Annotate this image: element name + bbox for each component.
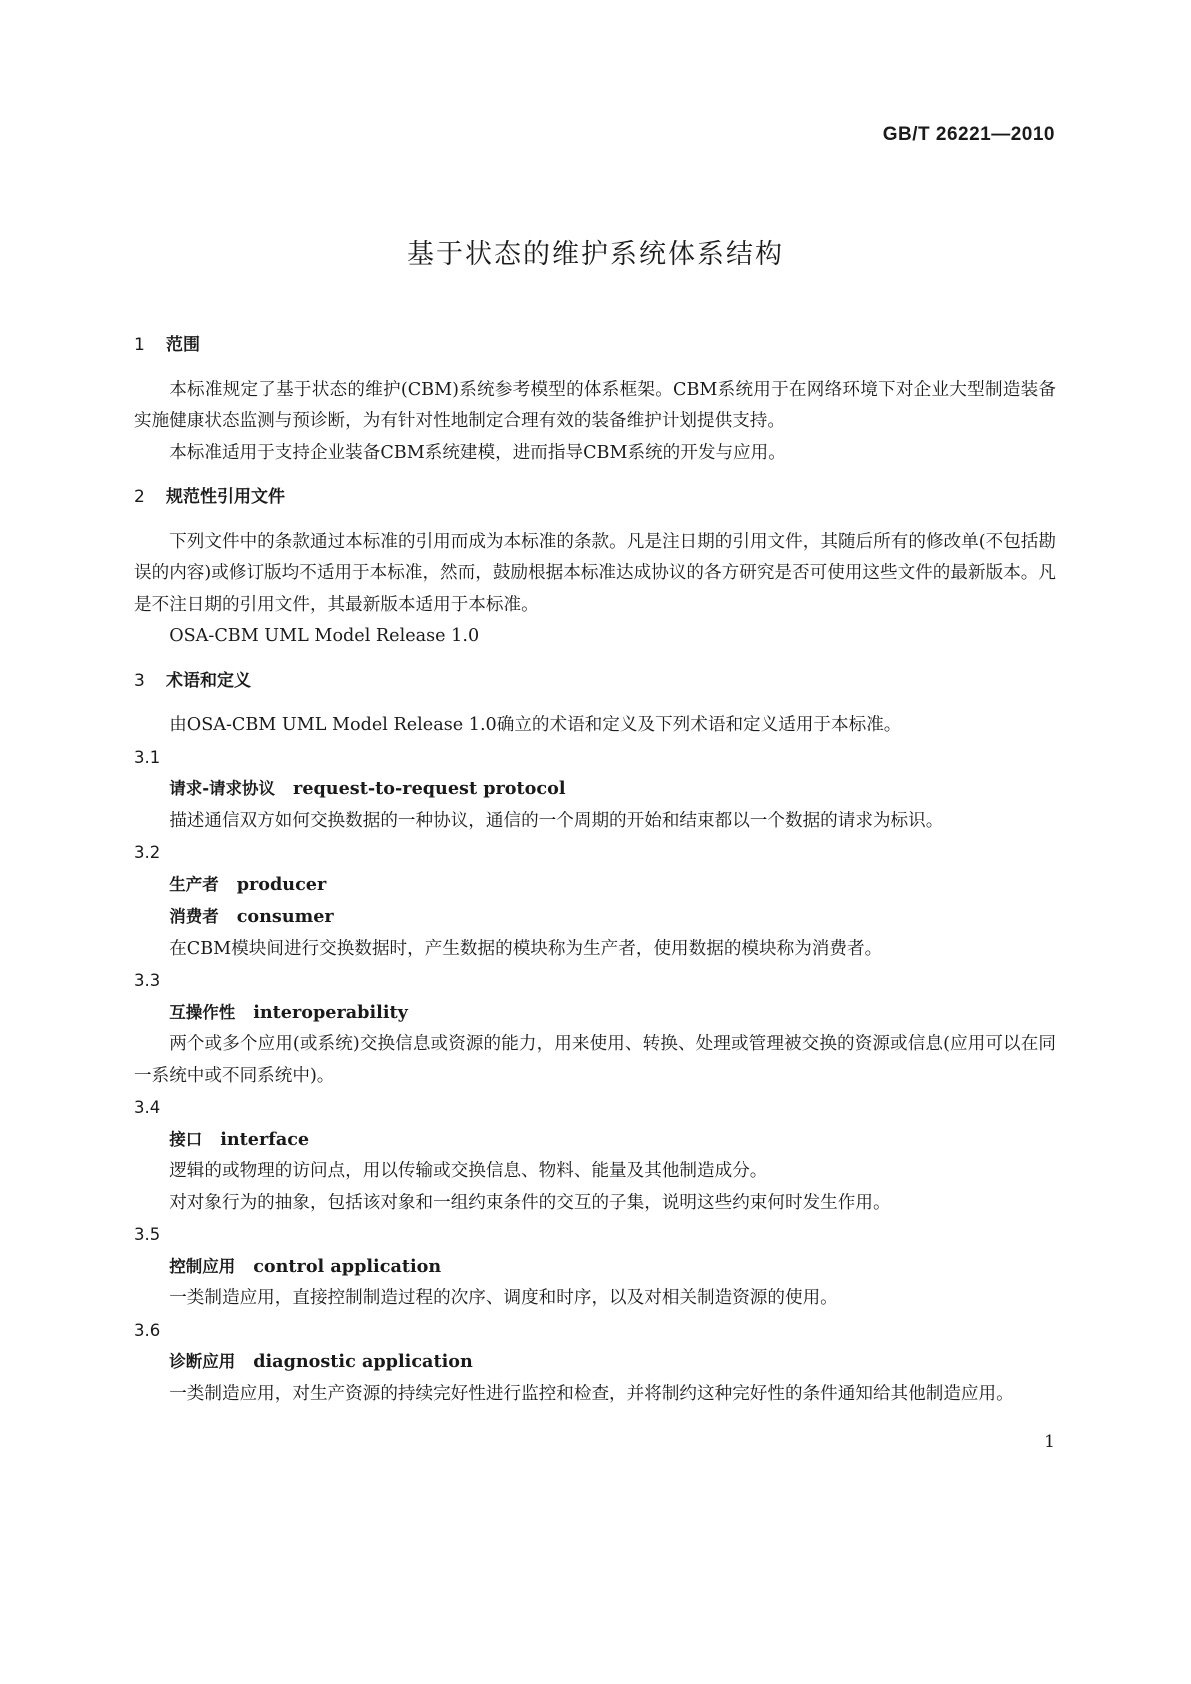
- term-english: request-to-request protocol: [293, 778, 566, 799]
- section-title: 范围: [166, 335, 200, 355]
- term-english: interoperability: [253, 1001, 408, 1023]
- section-number: 1: [134, 335, 145, 355]
- term-definition: 逻辑的或物理的访问点，用以传输或交换信息、物料、能量及其他制造成分。: [169, 1161, 768, 1181]
- section-1-heading: [134, 330, 1056, 362]
- subsection-number: 3.2: [134, 843, 161, 862]
- subsection-number: 3.4: [134, 1098, 161, 1117]
- term-definition: 描述通信双方如何交换数据的一种协议，通信的一个周期的开始和结束都以一个数据的请求为标识。: [169, 810, 944, 831]
- term-english: interface: [220, 1128, 310, 1150]
- term-chinese: 消费者: [169, 907, 219, 926]
- subsection-number: 3.5: [134, 1225, 161, 1244]
- document-title: 基于状态的维护系统体系结构: [407, 239, 784, 270]
- term-entry: [134, 869, 1056, 902]
- term-english: control application: [253, 1255, 442, 1277]
- term-chinese: 生产者: [169, 874, 219, 894]
- section-3-heading: [134, 666, 1056, 698]
- section-title: 规范性引用文件: [166, 487, 285, 507]
- term-chinese: 诊断应用: [169, 1352, 236, 1371]
- term-entry: [134, 1124, 1056, 1157]
- term-definition: 对对象行为的抽象，包括该对象和一组约束条件的交互的子集，说明这些约束何时发生作用。: [169, 1192, 891, 1213]
- paragraph: 由OSA-CBM UML Model Release 1.0确立的术语和定义及下列术语和定义适用于本标准。: [169, 715, 902, 735]
- section-number: 3: [134, 670, 145, 691]
- paragraph: 本标准适用于支持企业装备CBM系统建模，进而指导CBM系统的开发与应用。: [169, 442, 786, 463]
- term-chinese: 控制应用: [169, 1256, 236, 1276]
- paragraph: 本标准规定了基于状态的维护(CBM)系统参考模型的体系框架。CBM系统用于在网络环境下对企业大型制造装备实施健康状态监测与预诊断，为有针对性地制定合理有效的装备维护计划提供支持。: [134, 379, 1056, 431]
- paragraph: 下列文件中的条款通过本标准的引用而成为本标准的条款。凡是注日期的引用文件，其随后所有的修改单(不包括勘误的内容)或修订版均不适用于本标准，然而，鼓励根据本标准达成协议的各方研究是否可使用这些文件的最新版本。凡是不注日期的引用文件，其最新版本适用于本标准。: [134, 531, 1056, 615]
- term-definition: 在CBM模块间进行交换数据时，产生数据的模块称为生产者，使用数据的模块称为消费者。: [169, 938, 883, 959]
- term-definition: 两个或多个应用(或系统)交换信息或资源的能力，用来使用、转换、处理或管理被交换的资源或信息(应用可以在同一系统中或不同系统中)。: [134, 1034, 1056, 1086]
- term-chinese: 互操作性: [169, 1002, 236, 1022]
- term-english: diagnostic application: [253, 1351, 473, 1372]
- term-definition: 一类制造应用，对生产资源的持续完好性进行监控和检查，并将制约这种完好性的条件通知给其他制造应用。: [169, 1383, 1014, 1404]
- term-entry: [134, 1251, 1056, 1284]
- term-entry: [134, 1346, 1056, 1379]
- term-chinese: 接口: [169, 1129, 203, 1149]
- standard-number: GB/T 26221—2010: [882, 124, 1055, 145]
- term-definition: 一类制造应用，直接控制制造过程的次序、调度和时序，以及对相关制造资源的使用。: [169, 1288, 838, 1308]
- subsection-number: 3.3: [134, 971, 161, 990]
- term-entry: [134, 901, 1056, 934]
- term-entry: [134, 773, 1056, 806]
- subsection-number: 3.1: [134, 747, 161, 767]
- section-title: 术语和定义: [166, 670, 251, 691]
- term-entry: [134, 997, 1056, 1030]
- page-number: 1: [1044, 1432, 1055, 1452]
- section-2-heading: [134, 482, 1056, 514]
- subsection-number: 3.6: [134, 1320, 161, 1340]
- section-number: 2: [134, 487, 145, 507]
- term-english: producer: [236, 873, 327, 895]
- reference-item: OSA-CBM UML Model Release 1.0: [169, 626, 480, 646]
- term-english: consumer: [236, 906, 334, 927]
- document-body: [134, 330, 1056, 1410]
- term-chinese: 请求-请求协议: [169, 779, 276, 798]
